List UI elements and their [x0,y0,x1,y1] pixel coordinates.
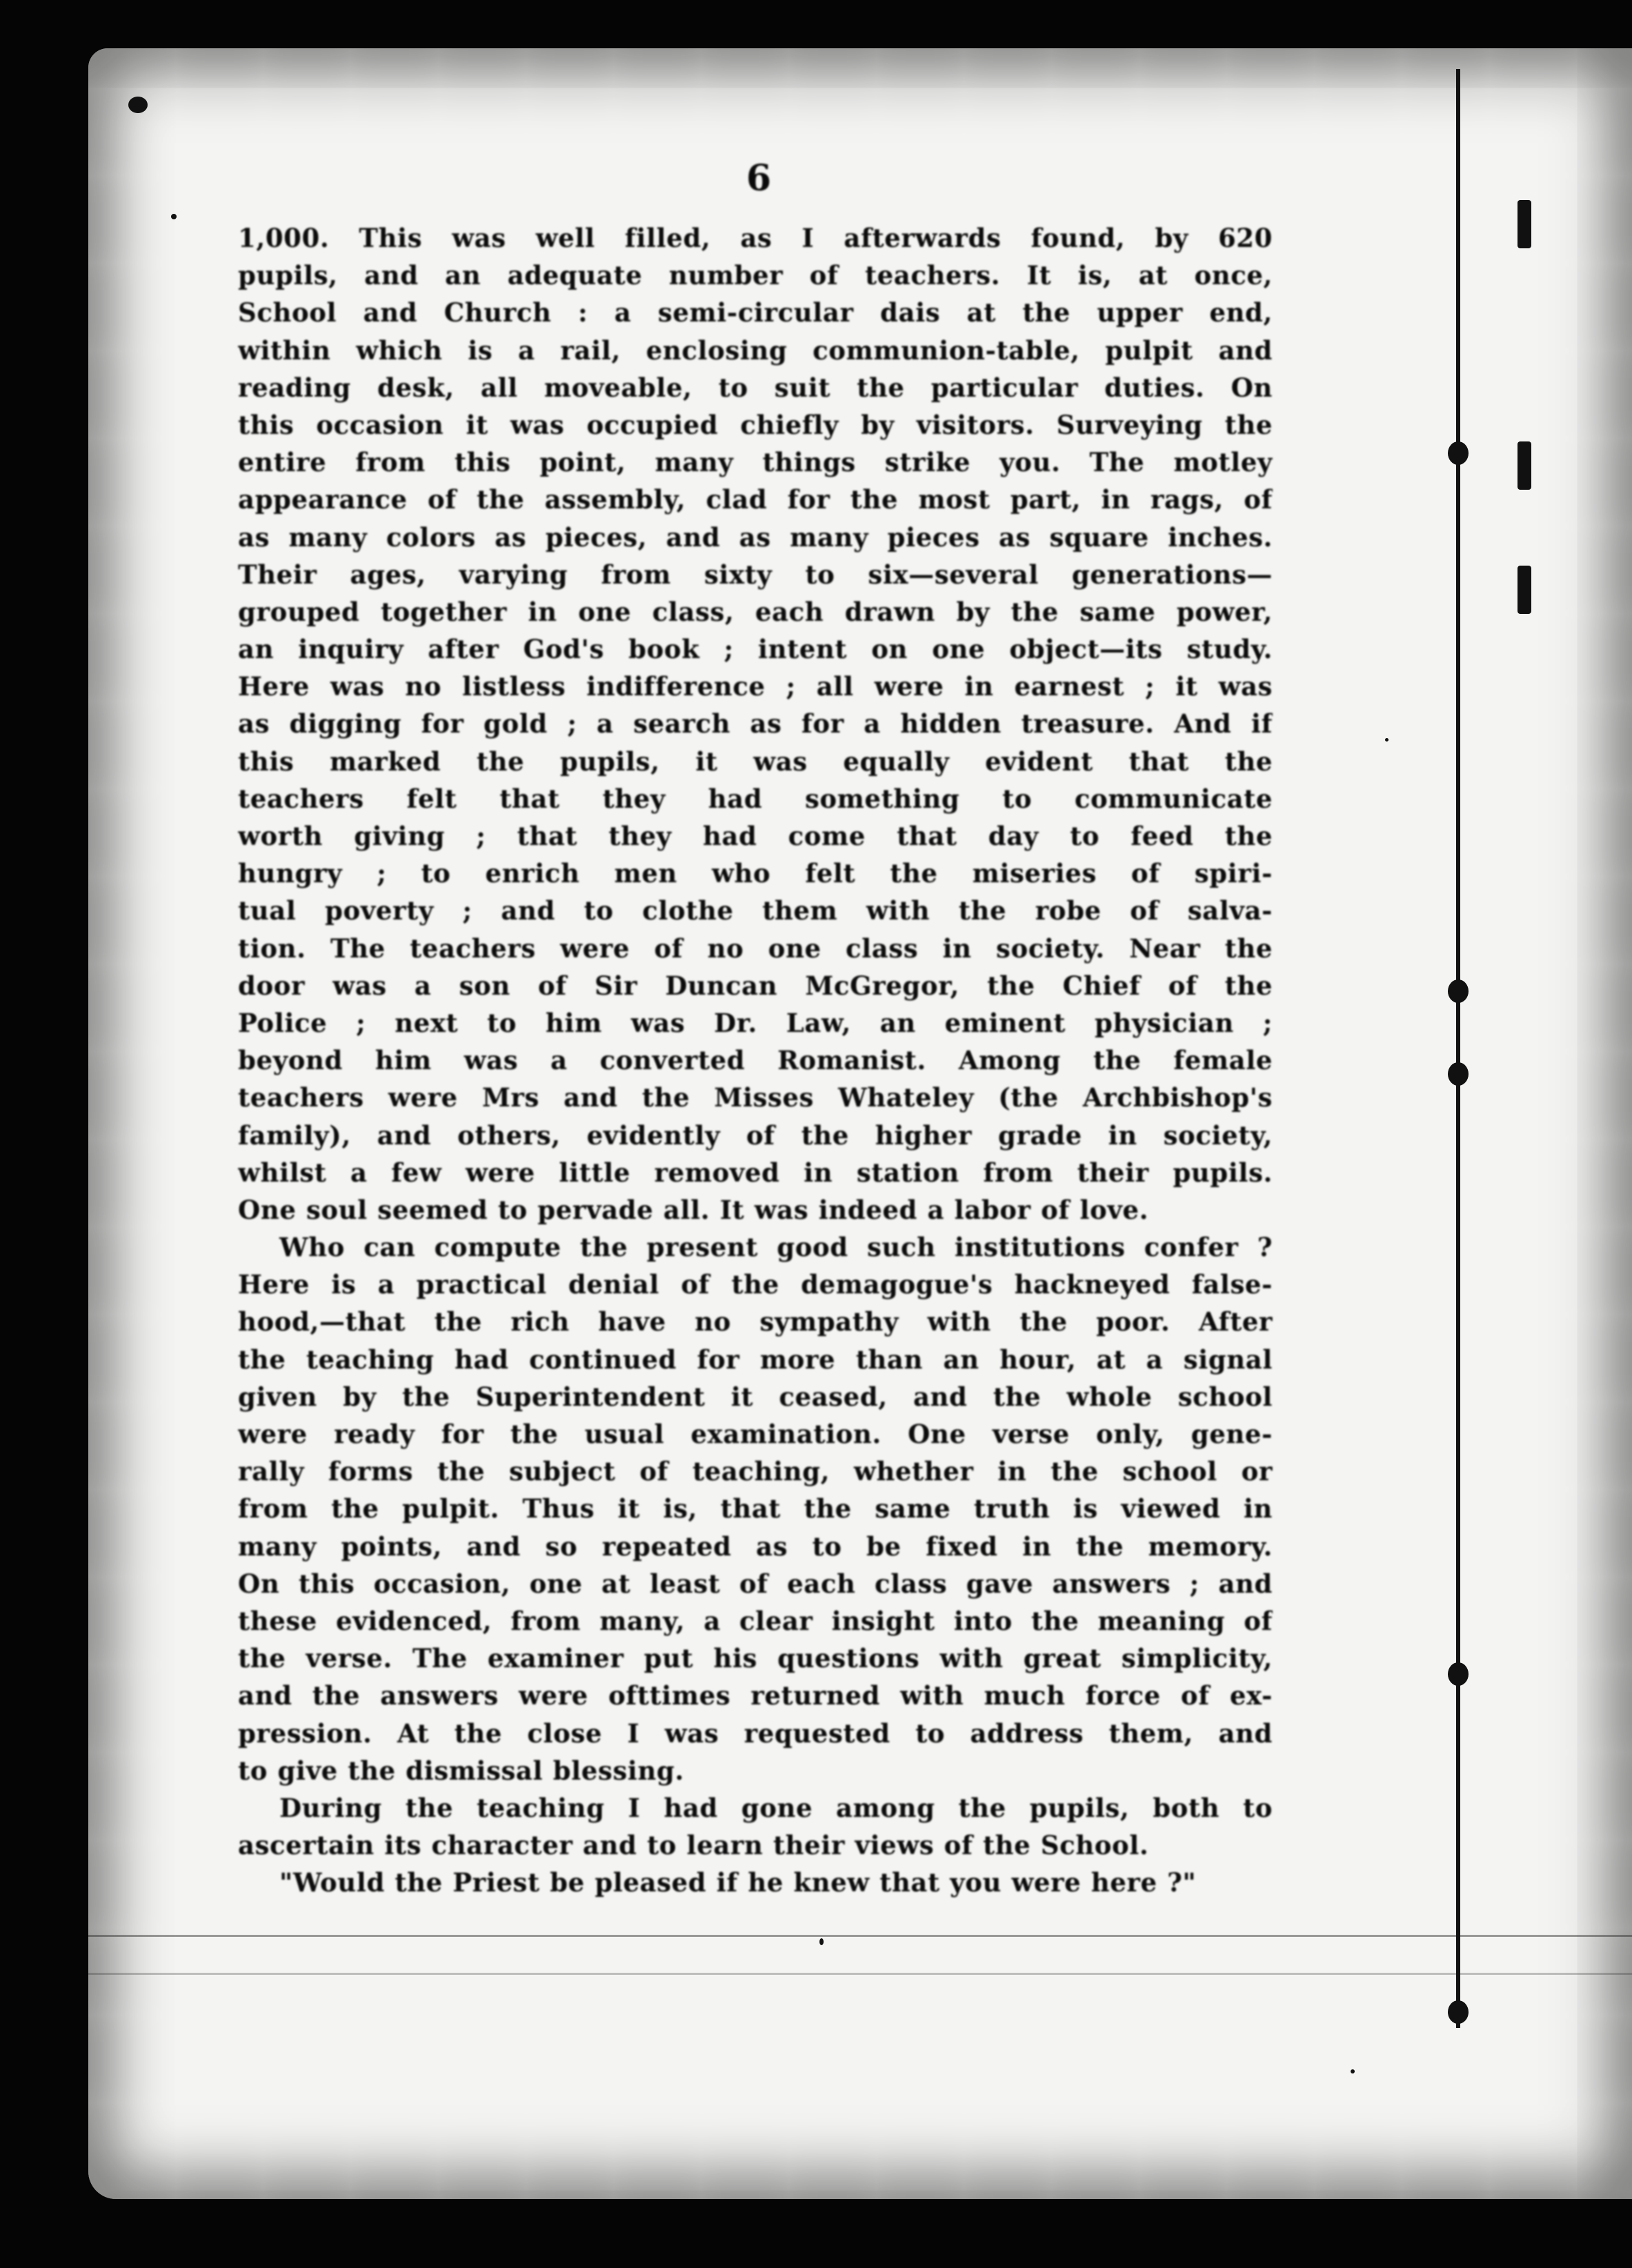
text-line: 1,000. This was well filled, as I afterwards found, by 620 [238,223,1273,253]
text-line: tion. The teachers were of no one class in society. Near the [238,933,1273,964]
text-line: On this occasion, one at least of each class gave answers ; and [238,1568,1273,1599]
text-line: beyond him was a converted Romanist. Among the female [238,1045,1273,1076]
text-line: teachers were Mrs and the Misses Whateley (the Archbishop's [238,1082,1273,1113]
text-line: appearance of the assembly, clad for the most part, in rags, of [238,484,1273,515]
text-line: these evidenced, from many, a clear insight into the meaning of [238,1605,1273,1636]
text-line: as many colors as pieces, and as many pieces as square inches. [238,521,1273,553]
scan-artifact-line [88,1935,1632,1937]
text-line: Here was no listless indifference ; all were in earnest ; it was [238,671,1273,702]
text-line: worth giving ; that they had come that day to feed the [238,821,1273,851]
binding-knob [1448,1062,1469,1086]
ink-speck [128,97,148,113]
text-line: and the answers were ofttimes returned with much force of ex- [238,1680,1273,1711]
ink-speck [171,214,177,219]
text-line: to give the dismissal blessing. [238,1755,684,1786]
text-line: family), and others, evidently of the higher grade in society, [238,1120,1273,1151]
binding-edge [1452,69,1463,2028]
facing-page-edge [1517,200,1531,248]
text-line: teachers felt that they had something to communicate [238,783,1273,814]
text-line: reading desk, all moveable, to suit the particular duties. On [238,372,1273,403]
page-number: 6 [746,157,772,199]
binding-knob [1448,2000,1469,2024]
text-line: Who can compute the present good such institutions confer ? [279,1232,1273,1263]
text-line: given by the Superintendent it ceased, and the whole school [238,1381,1273,1412]
text-line: from the pulpit. Thus it is, that the same truth is viewed in [238,1493,1273,1524]
text-line: ascertain its character and to learn their views of the School. [238,1830,1149,1861]
ink-speck [1351,2069,1355,2073]
text-line: pression. At the close I was requested to address them, and [238,1718,1273,1749]
text-line: One soul seemed to pervade all. It was indeed a labor of love. [238,1194,1149,1225]
facing-page-edge [1517,566,1531,614]
text-line: the verse. The examiner put his questions with great simplicity, [238,1643,1273,1674]
text-line: hungry ; to enrich men who felt the miseries of spiri- [238,858,1273,889]
text-line: rally forms the subject of teaching, whether in the school or [238,1456,1273,1487]
text-line: as digging for gold ; a search as for a hidden treasure. And if [238,708,1273,739]
text-line: the teaching had continued for more than an hour, at a signal [238,1344,1273,1375]
text-line: within which is a rail, enclosing communion-table, pulpit and [238,335,1273,366]
text-line: During the teaching I had gone among the pupils, both to [279,1792,1273,1823]
ink-speck [819,1938,824,1945]
text-line: School and Church : a semi-circular dais at the upper end, [238,297,1273,328]
binding-knob [1448,441,1469,465]
ink-speck [1385,738,1389,742]
binding-knob [1448,1662,1469,1686]
binding-knob [1448,979,1469,1003]
body-text [238,219,1273,1901]
text-line: tual poverty ; and to clothe them with the robe of salva- [238,895,1273,926]
facing-page-edge [1517,441,1531,490]
text-line: entire from this point, many things strike you. The motley [238,447,1273,478]
text-line: this marked the pupils, it was equally evident that the [238,746,1273,777]
text-line: grouped together in one class, each drawn by the same power, [238,596,1273,627]
text-line: Here is a practical denial of the demagogue's hackneyed false- [238,1269,1273,1300]
binding-line [1456,69,1460,2028]
text-line: "Would the Priest be pleased if he knew that you were here ?" [279,1867,1197,1898]
text-line: pupils, and an adequate number of teachers. It is, at once, [238,260,1273,291]
text-line: Police ; next to him was Dr. Law, an eminent physician ; [238,1007,1273,1038]
text-line: this occasion it was occupied chiefly by visitors. Surveying the [238,409,1273,440]
text-line: an inquiry after God's book ; intent on one object—its study. [238,634,1273,665]
scan-artifact-line [88,1973,1632,1975]
text-line: were ready for the usual examination. One verse only, gene- [238,1419,1273,1449]
text-line: Their ages, varying from sixty to six—several generations— [238,559,1273,590]
text-line: whilst a few were little removed in station from their pupils. [238,1157,1273,1188]
text-line: door was a son of Sir Duncan McGregor, the Chief of the [238,970,1273,1001]
text-line: hood,—that the rich have no sympathy with the poor. After [238,1306,1273,1337]
text-line: many points, and so repeated as to be fixed in the memory. [238,1531,1273,1562]
